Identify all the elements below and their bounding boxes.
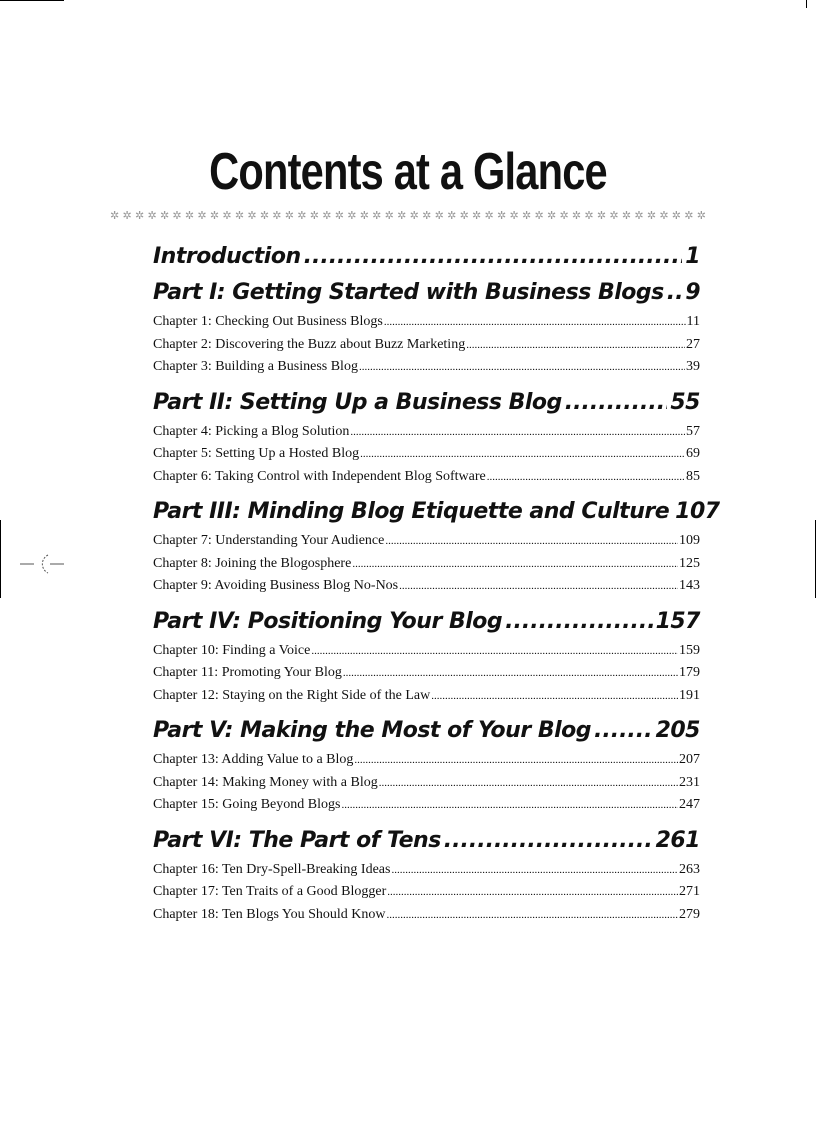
dot-ornament-icon: ✲	[359, 209, 369, 222]
toc-chapter-row[interactable]	[153, 884, 700, 907]
crop-mark-top-right	[806, 0, 807, 8]
dot-leader	[444, 828, 653, 853]
toc-chapter-label: Chapter 4: Picking a Blog Solution	[153, 423, 350, 439]
toc-chapter-row[interactable]	[153, 688, 700, 711]
decorative-dot-rule	[110, 210, 706, 222]
toc-introduction[interactable]	[153, 244, 700, 280]
dot-ornament-icon: ✲	[434, 209, 444, 222]
dot-ornament-icon: ✲	[134, 209, 145, 222]
toc-chapter-page: 207	[679, 752, 700, 767]
toc-chapter-label: Chapter 5: Setting Up a Hosted Blog	[153, 446, 360, 461]
dot-ornament-icon: ✲	[659, 209, 669, 222]
toc-chapter-page: 231	[679, 774, 700, 790]
toc-chapter-page: 247	[679, 797, 700, 812]
toc-chapter-label: Chapter 8: Joining the Blogosphere	[153, 555, 352, 571]
toc-chapter-row[interactable]	[153, 775, 700, 798]
toc-chapter-page: 109	[679, 533, 700, 548]
toc-chapter-label: Chapter 13: Adding Value to a Blog	[153, 752, 354, 767]
dot-leader	[594, 718, 653, 743]
toc-part-block	[153, 280, 700, 382]
toc-chapter-row[interactable]	[153, 643, 700, 666]
dot-leader	[466, 339, 685, 351]
dot-leader	[379, 777, 678, 789]
toc-chapter-page: 271	[679, 884, 700, 899]
dot-ornament-icon: ✲	[584, 209, 594, 222]
dot-ornament-icon: ✲	[184, 209, 195, 222]
dot-leader	[352, 558, 678, 570]
toc-chapter-label: Chapter 10: Finding a Voice	[153, 642, 311, 658]
toc-chapter-label: Chapter 3: Building a Business Blog	[153, 359, 358, 374]
toc-part-label: Part III: Minding Blog Etiquette and Culture	[153, 499, 670, 524]
dot-leader	[384, 316, 686, 328]
dot-leader	[667, 280, 682, 305]
toc-chapter-label: Chapter 6: Taking Control with Independent Blog Software	[153, 468, 486, 484]
toc-chapter-row[interactable]	[153, 314, 700, 337]
toc-chapter-row[interactable]	[153, 424, 700, 447]
dot-ornament-icon: ✲	[272, 209, 282, 222]
toc-part-block	[153, 390, 700, 492]
dot-leader	[487, 471, 685, 483]
toc-chapter-page: 85	[686, 468, 700, 484]
dot-ornament-icon: ✲	[646, 209, 657, 222]
dot-leader	[387, 886, 678, 898]
dot-ornament-icon: ✲	[309, 209, 319, 222]
dot-ornament-icon: ✲	[509, 209, 519, 222]
toc-chapter-page: 11	[686, 314, 700, 329]
dot-ornament-icon: ✲	[447, 209, 457, 222]
toc-part-page: 205	[655, 718, 700, 743]
dot-ornament-icon: ✲	[534, 209, 544, 222]
dot-ornament-icon: ✲	[472, 209, 482, 222]
dot-ornament-icon: ✲	[334, 209, 344, 222]
dot-ornament-icon: ✲	[209, 209, 220, 222]
dot-leader	[350, 426, 685, 438]
dot-ornament-icon: ✲	[222, 209, 232, 222]
toc-chapter-row[interactable]	[153, 578, 700, 601]
dot-leader	[385, 535, 678, 547]
dot-ornament-icon: ✲	[284, 209, 294, 222]
dot-ornament-icon: ✲	[671, 209, 682, 222]
toc-chapter-label: Chapter 2: Discovering the Buzz about Buzz Marketing	[153, 336, 466, 352]
dot-leader	[343, 667, 678, 679]
toc-chapter-page: 69	[686, 446, 700, 461]
dot-ornament-icon: ✲	[546, 209, 557, 222]
toc-part-row[interactable]	[153, 828, 700, 862]
toc-chapter-row[interactable]	[153, 752, 700, 775]
toc-chapter-page: 279	[679, 906, 700, 922]
toc-part-row[interactable]	[153, 499, 720, 533]
dot-ornament-icon: ✲	[110, 209, 120, 222]
toc-part-label: Part V: Making the Most of Your Blog	[153, 718, 591, 743]
toc-part-row[interactable]	[153, 390, 700, 424]
toc-part-page: 107	[675, 499, 720, 524]
dot-ornament-icon: ✲	[696, 209, 706, 222]
toc-part-label: Part II: Setting Up a Business Blog	[153, 389, 562, 415]
dot-ornament-icon: ✲	[372, 209, 382, 222]
toc-chapter-page: 191	[679, 687, 700, 703]
toc-chapter-row[interactable]	[153, 359, 700, 382]
dot-ornament-icon: ✲	[147, 209, 157, 222]
dot-leader	[387, 909, 678, 921]
dot-ornament-icon: ✲	[122, 209, 132, 222]
toc-chapter-label: Chapter 16: Ten Dry-Spell-Breaking Ideas	[153, 861, 391, 877]
dot-leader	[360, 448, 685, 460]
dot-ornament-icon: ✲	[497, 209, 507, 222]
dot-ornament-icon: ✲	[197, 209, 207, 222]
toc-chapter-label: Chapter 15: Going Beyond Blogs	[153, 797, 341, 812]
toc-chapter-label: Chapter 18: Ten Blogs You Should Know	[153, 906, 386, 922]
toc-chapter-label: Chapter 9: Avoiding Business Blog No-Nos	[153, 578, 399, 593]
toc-chapter-row[interactable]	[153, 533, 700, 556]
dot-ornament-icon: ✲	[297, 209, 307, 222]
toc-chapter-label: Chapter 17: Ten Traits of a Good Blogger	[153, 884, 387, 899]
toc-part-row[interactable]	[153, 280, 700, 314]
dot-ornament-icon: ✲	[259, 209, 270, 222]
dot-ornament-icon: ✲	[159, 209, 170, 222]
dot-ornament-icon: ✲	[409, 209, 419, 222]
toc-part-block	[153, 828, 700, 930]
toc-chapter-label: Chapter 14: Making Money with a Blog	[153, 774, 378, 790]
dot-leader	[359, 361, 685, 373]
dot-leader	[304, 244, 683, 269]
toc-part-block	[153, 609, 700, 711]
dot-ornament-icon: ✲	[459, 209, 469, 222]
dot-leader	[391, 864, 678, 876]
toc-chapter-page: 263	[679, 861, 700, 877]
crop-mark-left	[0, 520, 1, 598]
toc-chapter-page: 125	[679, 555, 700, 571]
toc-chapter-row[interactable]	[153, 797, 700, 820]
toc-chapter-row[interactable]	[153, 469, 700, 492]
dot-ornament-icon: ✲	[559, 209, 569, 222]
dot-leader	[505, 609, 652, 634]
toc-part-page: 261	[655, 827, 700, 853]
crop-mark-top-left	[0, 0, 64, 5]
toc-chapter-page: 57	[686, 423, 700, 439]
dot-leader	[311, 645, 678, 657]
dot-ornament-icon: ✲	[571, 209, 582, 222]
toc-chapter-row[interactable]	[153, 446, 700, 469]
toc-chapter-page: 143	[679, 578, 700, 593]
dot-ornament-icon: ✲	[422, 209, 432, 222]
toc-chapter-row[interactable]	[153, 862, 700, 885]
toc-part-block	[153, 718, 700, 820]
toc-chapter-label: Chapter 11: Promoting Your Blog	[153, 665, 342, 680]
toc-part-label: Part IV: Positioning Your Blog	[153, 608, 503, 634]
toc-part-block	[153, 499, 720, 601]
dot-ornament-icon: ✲	[634, 209, 644, 222]
dot-ornament-icon: ✲	[397, 209, 407, 222]
toc-chapter-page: 39	[686, 359, 700, 374]
registration-mark-icon	[20, 552, 64, 576]
dot-leader	[354, 754, 678, 766]
page-title: Contents at a Glance	[209, 143, 607, 201]
dot-ornament-icon: ✲	[684, 209, 694, 222]
toc-part-row[interactable]	[153, 609, 700, 643]
toc-introduction-page: 1	[685, 244, 700, 269]
toc-chapter-row[interactable]	[153, 337, 700, 360]
toc-parts	[153, 280, 720, 929]
toc-chapter-label: Chapter 12: Staying on the Right Side of the Law	[153, 687, 431, 703]
toc-chapter-label: Chapter 7: Understanding Your Audience	[153, 533, 385, 548]
dot-leader	[565, 390, 668, 415]
toc-chapter-page: 179	[679, 665, 700, 680]
toc-chapter-row[interactable]	[153, 556, 700, 579]
dot-ornament-icon: ✲	[521, 209, 532, 222]
toc-chapter-label: Chapter 1: Checking Out Business Blogs	[153, 314, 383, 329]
toc-part-page: 157	[655, 608, 700, 634]
toc-part-page: 9	[685, 280, 700, 305]
toc-part-page: 55	[670, 389, 700, 415]
dot-leader	[431, 690, 678, 702]
dot-ornament-icon: ✲	[234, 209, 245, 222]
toc-chapter-row[interactable]	[153, 907, 700, 930]
toc-part-row[interactable]	[153, 718, 700, 752]
toc-chapter-page: 27	[686, 336, 700, 352]
dot-leader	[399, 580, 678, 592]
dot-ornament-icon: ✲	[596, 209, 607, 222]
toc-introduction-label: Introduction	[153, 244, 301, 269]
dot-ornament-icon: ✲	[247, 209, 257, 222]
dot-ornament-icon: ✲	[621, 209, 632, 222]
toc-part-label: Part I: Getting Started with Business Blogs	[153, 280, 664, 305]
dot-ornament-icon: ✲	[322, 209, 332, 222]
dot-ornament-icon: ✲	[484, 209, 494, 222]
dot-leader	[341, 799, 678, 811]
dot-ornament-icon: ✲	[347, 209, 357, 222]
dot-ornament-icon: ✲	[172, 209, 182, 222]
table-of-contents	[153, 244, 720, 937]
dot-ornament-icon: ✲	[384, 209, 394, 222]
toc-part-label: Part VI: The Part of Tens	[153, 827, 441, 853]
toc-chapter-page: 159	[679, 642, 700, 658]
toc-chapter-row[interactable]	[153, 665, 700, 688]
dot-ornament-icon: ✲	[609, 209, 619, 222]
